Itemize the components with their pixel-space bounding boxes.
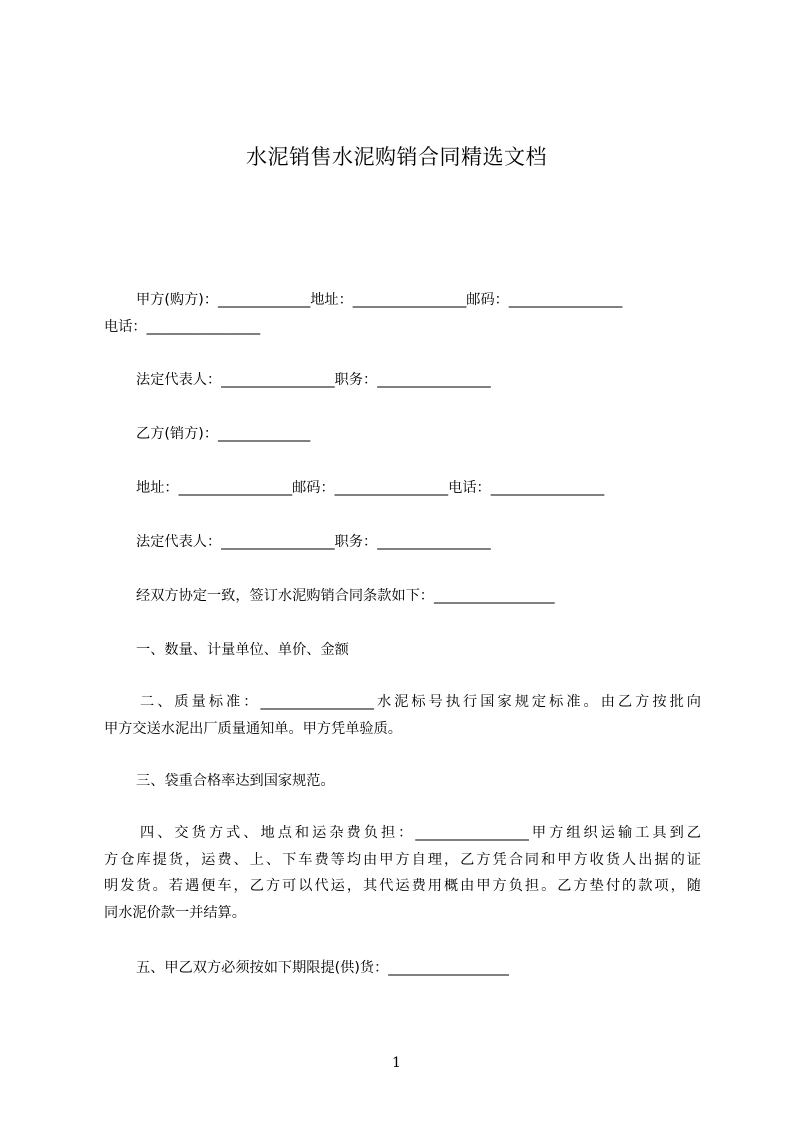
clause-3-paragraph xyxy=(104,768,701,795)
party-b-paragraph xyxy=(104,421,701,448)
party-b-address-paragraph xyxy=(104,475,701,502)
clause-4-paragraph xyxy=(104,820,701,926)
agreement-intro-paragraph xyxy=(104,583,701,610)
party-a-representative-paragraph xyxy=(104,367,701,394)
clause-4-line-2: 方仓库提货，运费、上、下车费等均由甲方自理，乙方凭合同和甲方收货人出据的证 xyxy=(104,851,701,868)
party-b-address-line: 地址：________________邮码：________________电话：________________ xyxy=(136,480,605,496)
party-a-representative-line: 法定代表人：________________职务：________________ xyxy=(136,372,491,388)
clause-5-paragraph xyxy=(104,955,701,982)
clause-2-line-1: 二、质量标准：________________水泥标号执行国家规定标准。由乙方按批向 xyxy=(140,694,701,710)
clause-4-line-1: 四、交货方式、地点和运杂费负担：________________甲方组织运输工具到乙 xyxy=(140,825,701,841)
clause-1-line: 一、数量、计量单位、单价、金额 xyxy=(136,642,349,658)
clause-1-paragraph xyxy=(104,637,701,664)
party-b-representative-paragraph xyxy=(104,529,701,556)
party-b-representative-line: 法定代表人：________________职务：________________ xyxy=(136,534,491,550)
clause-2-line-2: 甲方交送水泥出厂质量通知单。甲方凭单验质。 xyxy=(104,720,402,737)
party-a-paragraph xyxy=(104,287,701,340)
clause-5-line: 五、甲乙双方必须按如下期限提(供)货：_________________ xyxy=(136,960,509,976)
page-number: 1 xyxy=(392,1055,401,1071)
party-a-line-1: 甲方(购方)：_____________地址：________________邮码：________________ xyxy=(136,292,623,308)
agreement-intro-line: 经双方协定一致，签订水泥购销合同条款如下：_________________ xyxy=(136,588,555,604)
party-a-line-2: 电话：________________ xyxy=(104,318,261,335)
clause-3-line: 三、袋重合格率达到国家规范。 xyxy=(136,773,335,789)
clause-4-line-3: 明发货。若遇便车，乙方可以代运，其代运费用概由甲方负担。乙方垫付的款项，随 xyxy=(104,878,701,894)
party-b-line: 乙方(销方)：_____________ xyxy=(136,426,311,442)
clause-4-line-4: 同水泥价款一并结算。 xyxy=(104,904,246,921)
clause-2-paragraph xyxy=(104,689,701,742)
document-title: 水泥销售水泥购销合同精选文档 xyxy=(246,145,547,169)
